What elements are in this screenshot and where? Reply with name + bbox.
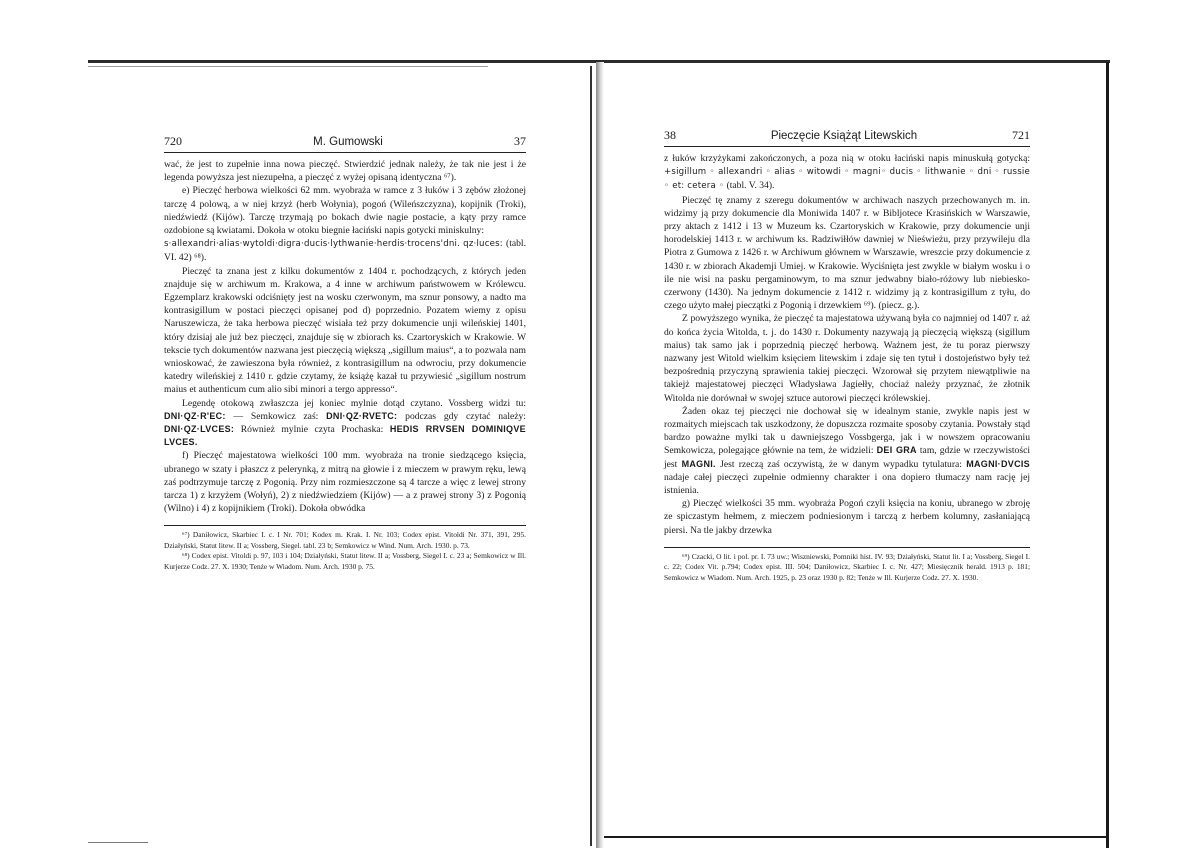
left-page-number-outer: 720 — [164, 134, 182, 148]
right-footnotes — [664, 547, 1030, 583]
left-paragraph-1: wać, że jest to zupełnie inna nowa pieczęć. Stwierdzić jednak należy, że tak nie jest i że legenda powyższa jest niezupełna, a pieczęć z wyżej opisaną identyczna ⁶⁷). — [164, 159, 526, 184]
left-inscription-line — [164, 237, 526, 264]
right-running-head — [664, 128, 1030, 147]
footnote-68: ⁶⁸) Codex epist. Vitoldi p. 97, 103 i 104; Działyński, Statut litew. II a; Vossberg, Siegel I. c. 23 a; Semkowicz w Ill. Kurjerze Codz. 27. X. 1930; Tenże w Wiadom. Num. Arch. 1930 p. 75. — [164, 551, 526, 571]
right-page-bottom-border — [604, 836, 1109, 838]
left-paragraph-4 — [164, 397, 526, 450]
footnote-69: ⁶⁹) Czacki, O lit. i pol. pr. I. 73 uw.; Wiszniewski, Pomniki hist. IV. 93; Działyński, Statut lit. I a; Vossberg, Siegel I. c. 22; Codex Vit. p.794; Codex epist. III. 504; Daniłowicz, Skarbiec I. c. Nr. 427; Miesięcznik herald. 1913 p. 181; Semkowicz w Wiadom. Num. Arch. 1925, p. 23 oraz 1930 p. 82; Tenże w Ill. Kurjerze Codz. 27. X. 1930. — [664, 551, 1030, 582]
scan-edge-top-faint — [88, 66, 488, 67]
inscription-magni: MAGNI. — [681, 458, 716, 469]
gothic-inscription-1b: qz·luces: — [463, 239, 503, 250]
rp4-text-b: tam, gdzie w rzeczywistości jest — [664, 445, 1030, 470]
inscription-1-ref: (tabl. VI. 42) ⁶⁸). — [164, 238, 526, 264]
rp4-text-a: Żaden okaz tej pieczęci nie dochował się w idealnym stanie, zwykle napis jest w rozmaitych miejscach tak uszkodzony, że dopuszcza rozmaite sposoby czytania. Powstały stąd bardzo poważne mylki tak u dawniejszego Vossbgerga, jak i w nowszem opracowaniu Semkowicza, polegające głównie na tem, że widzieli: — [664, 405, 1030, 457]
footnote-67: ⁶⁷) Daniłowicz, Skarbiec I. c. I Nr. 701; Kodex m. Krak. I. Nr. 103; Codex epist. Vitoldi Nr. 371, 391, 295. Działyński, Statut litew. II a; Vossberg, Siegel. tabl. 23 b; Semkowicz w Wind. Num. Arch. 1930. p. 73. — [164, 530, 526, 550]
inscription-prochaska: HEDIS RRVSEN DOMINIQVE LVCES. — [164, 424, 526, 448]
right-paragraph-5: g) Pieczęć wielkości 35 mm. wyobraża Pogoń czyli księcia na koniu, ubranego w zbroję ze spiczastym hełmem, z mieczem podniesionym i tarczą z herbem kolumny, zasłaniającą piersi. Na tle jakby drzewka — [664, 498, 1030, 536]
right-page-border — [1106, 62, 1109, 848]
gothic-inscription-2: +sigillum ◦ allexandri ◦ alias ◦ witowdi ◦ magni◦ ducis ◦ lithwanie ◦ dni ◦ russie ◦ et: cetera ◦ — [664, 167, 1030, 192]
p4-text-d: Również mylnie czyta Prochaska: — [240, 424, 384, 436]
inscription-magni-ducis: MAGNI·DVCIS — [966, 458, 1030, 469]
left-page-number-inner: 37 — [514, 134, 526, 148]
rp4-text-d: nadaje całej pieczęci zupełnie odmienny charakter i ona dopiero tłumaczy nam rację jej istnienia. — [664, 471, 1030, 497]
right-body — [664, 152, 1030, 537]
right-page-number-outer: 721 — [1012, 128, 1030, 142]
inscription-semkowicz: DNI·QZ·RVETC: — [326, 410, 398, 421]
p4-text-c: podczas gdy czytać należy: — [405, 410, 526, 422]
rp4-text-c: Jest rzeczą zaś oczywistą, że w danym wypadku tytulatura: — [720, 458, 962, 470]
left-page — [164, 134, 526, 572]
right-paragraph-1 — [664, 152, 1030, 194]
left-body — [164, 158, 526, 515]
inscription-vossberg: DNI·QZ·R'EC: — [164, 410, 226, 421]
inscription-correct: DNI·QZ·LVCES: — [164, 424, 235, 435]
left-running-head — [164, 134, 526, 153]
left-running-title: M. Gumowski — [313, 136, 383, 148]
p4-text-b: — Semkowicz zaś: — [233, 410, 319, 422]
inscription-dei-gra: DEI GRA — [876, 445, 917, 456]
left-paragraph-2: e) Pieczęć herbowa wielkości 62 mm. wyobraża w ramce z 3 łuków i 3 zębów złożonej tarczę 4 polową, a w niej krzyż (herb Wołynia), pogoń (Wileńszczyzna), kopijnik (Troki), niedźwiedź (Kijów). Tarczę trzymają po bokach dwie nagie postacie, a kąty przy ramce ozdobione są kwiatami. Dokoła w otoku biegnie łaciński napis gotycki miniskulny: — [164, 185, 526, 237]
right-page — [664, 128, 1030, 583]
left-paragraph-5: f) Pieczęć majestatowa wielkości 100 mm. wyobraża na tronie siedzącego księcia, ubranego w szaty i płaszcz z pelerynką, z mitrą na głowie i z mieczem w prawym ręku, lewą zaś podtrzymuje tarczę z Pogonią. Przy nim rozmieszczone są 4 tarcze a więc z lewej strony tarcza 1) z krzyżem (Wołyń), 2) z niedźwiedziem (Kijów) — a z prawej strony 3) z Pogonią (Wilno) i 4) z kopijnikiem (Troki). Dokoła obwódka — [164, 450, 526, 515]
right-running-title: Pieczęcie Książąt Litewskich — [770, 130, 918, 142]
rp1-text: z łuków krzyżykami zakończonych, a poza nią w otoku łaciński napis minuskułą gotycką: — [664, 153, 1030, 164]
inscription-2-ref: (tabl. V. 34). — [726, 180, 775, 192]
right-paragraph-4 — [664, 405, 1030, 497]
left-paragraph-3: Pieczęć ta znana jest z kilku dokumentów z 1404 r. pochodzących, z których jeden znajduje się w archiwum m. Krakowa, a 4 inne w archiwum państwowem w Królewcu. Egzemplarz krakowski odciśnięty jest na wosku czerwonym, ma sznur ponsowy, a nadto ma kontrasigillum w postaci pieczęci opisanej pod d) poprzednio. Pozatem wiemy z opisu Naruszewicza, że taka herbowa pieczęć wisiała też przy dokumencie unji wileńskiej 1401, który dzisiaj ale już bez pieczęci, znajduje się w zbiorach ks. Czartoryskich w Krakowie. W tekscie tych dokumentów nazwana jest pieczęcią większą „sigillum maius“, a to pozwala nam wnioskować, że zawieszona była również, z kontrasigillum na odwrociu, przy dokumencie katedry wileńskiej z 1410 r. gdzie czytamy, że książę kazał tu przywiesić „sigillum nostrum maius et authenticum cum alio sibi minori a tergo appresso“. — [164, 265, 526, 396]
right-page-number-inner: 38 — [664, 128, 676, 142]
left-footnotes — [164, 525, 526, 572]
right-paragraph-3: Z powyższego wynika, że pieczęć ta majestatowa używaną była co najmniej od 1407 r. aż do końca życia Witolda, t. j. do 1430 r. Dokumenty nazywają ją pieczęcią większą (sigillum maius) tak samo jak i poprzednią pieczęć herbową. Ważnem jest, że tu poraz pierwszy nazwany jest Witold wielkim księciem litewskim i zdaje się ten tytuł i dostojeństwo były też bezpośrednią przyczyną sprawienia takiej pieczęci. Wzorował się przytem niewątpliwie na takiejż majestatowej pieczęci Władysława Jagiełły, chociaż należy przyznać, że złotnik Witolda nie dorównał w swojej sztuce autorowi pieczęci królewskiej. — [664, 313, 1030, 404]
right-paragraph-2: Pieczęć tę znamy z szeregu dokumentów w archiwach naszych przechowanych m. in. widzimy ją przy dokumencie dla Moniwida 1407 r. w Bibljotece Krasińskich w Warszawie, przy aktach z 1412 i 13 w Muzeum ks. Czartoryskich w Krakowie, przy dokumencie unji horodelskiej 1413 r. w archiwum ks. Radziwiłłów dawniej w Nieświeżu, przy przywileju dla Piotra z Gumowa z 1426 r. w Archiwum głównem w Warszawie, wreszcie przy dokumencie z 1430 r. w zbiorach Akademji Umiej. w Krakowie. Wyciśnięta jest zwykle w białym wosku i o ile nie wisi na pasku pergaminowym, to ma sznur jedwabny biało-różowy lub niebiesko-czerwony (1430). Na jednym dokumencie z 1412 r. widzimy ją z kontrasigillum z tyłu, do czego użyto małej pieczątki z Pogonią i drzewkiem ⁶⁹). (piecz. g.). — [664, 194, 1030, 312]
p4-text-a: Legendę otokową zwłaszcza jej koniec mylnie dotąd czytano. Vossberg widzi tu: — [182, 397, 526, 409]
gutter-right-shadow — [596, 62, 604, 848]
gothic-inscription-1: s·allexandri·alias·wytoldi·digra·ducis·lythwanie·herdis·trocens'dni. — [164, 239, 461, 250]
gutter-left-edge — [590, 66, 592, 846]
scan-edge-bottom — [88, 842, 148, 843]
